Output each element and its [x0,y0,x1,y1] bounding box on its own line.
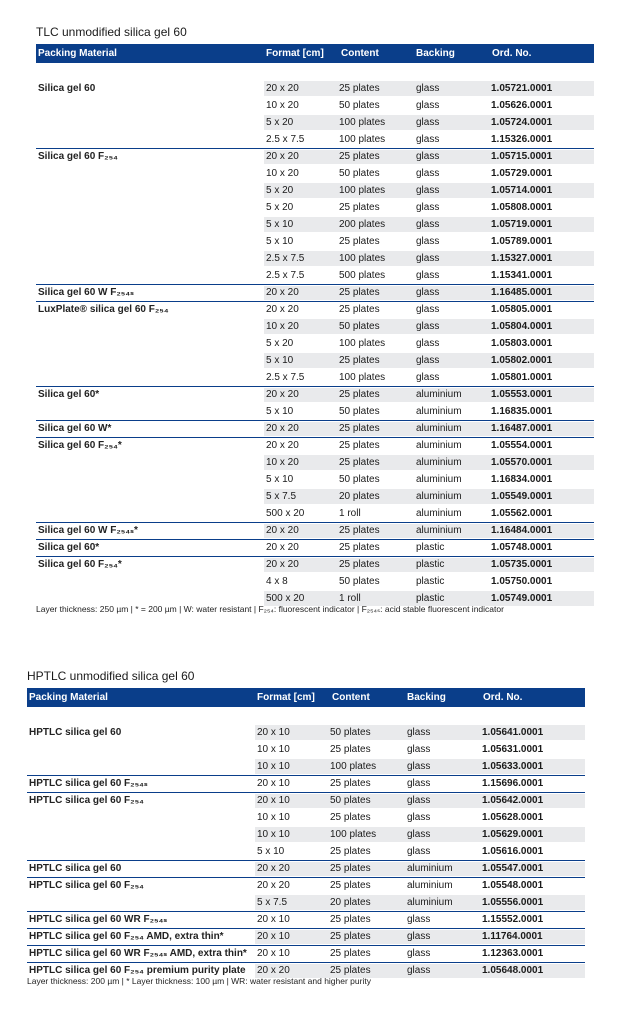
table-row [27,792,585,809]
table-row [36,522,594,539]
backing-cell: glass [416,270,440,281]
packing-material-cell: Silica gel 60 W F₂₅₄ₛ* [38,525,138,536]
content-cell: 200 plates [339,219,386,230]
table-row [36,97,594,114]
content-cell: 25 plates [330,846,371,857]
table-row [27,809,585,826]
content-cell: 25 plates [339,525,380,536]
order-number-cell: 1.15341.0001 [491,270,553,281]
header-packing-material: Packing Material [29,692,108,703]
table-header [36,44,594,63]
format-cell: 5 x 10 [266,219,294,230]
content-cell: 25 plates [339,440,380,451]
format-cell: 5 x 20 [266,202,294,213]
order-number-cell: 1.05553.0001 [491,389,553,400]
backing-cell: aluminium [416,423,462,434]
content-cell: 100 plates [339,338,386,349]
order-number-cell: 1.05642.0001 [482,795,544,806]
content-cell: 25 plates [330,914,371,925]
format-cell: 5 x 7.5 [257,897,288,908]
content-cell: 25 plates [330,744,371,755]
backing-cell: glass [416,287,440,298]
content-cell: 25 plates [339,236,380,247]
header-packing-material: Packing Material [38,48,117,59]
order-number-cell: 1.16834.0001 [491,474,553,485]
backing-cell: glass [416,304,440,315]
backing-cell: glass [416,168,440,179]
backing-cell: glass [416,253,440,264]
table-header [27,688,585,707]
backing-cell: glass [407,812,431,823]
format-cell: 10 x 20 [266,321,299,332]
format-cell: 5 x 7.5 [266,491,297,502]
table-row [27,758,585,775]
format-cell: 10 x 10 [257,812,290,823]
table-row [36,182,594,199]
backing-cell: glass [407,948,431,959]
content-cell: 50 plates [339,406,380,417]
order-number-cell: 1.05735.0001 [491,559,553,570]
order-number-cell: 1.05714.0001 [491,185,553,196]
tlc-table-body [36,72,594,607]
format-cell: 20 x 20 [266,83,299,94]
order-number-cell: 1.05641.0001 [482,727,544,738]
format-cell: 5 x 20 [266,117,294,128]
packing-material-cell: Silica gel 60 F₂₅₄* [38,559,122,570]
backing-cell: aluminium [416,389,462,400]
content-cell: 100 plates [339,253,386,264]
content-cell: 100 plates [339,117,386,128]
content-cell: 50 plates [339,100,380,111]
table-row [36,471,594,488]
format-cell: 2.5 x 7.5 [266,134,305,145]
content-cell: 50 plates [339,474,380,485]
content-cell: 50 plates [330,727,371,738]
table-row [36,352,594,369]
packing-material-cell: Silica gel 60 [38,83,96,94]
format-cell: 20 x 20 [266,287,299,298]
content-cell: 20 plates [339,491,380,502]
backing-cell: glass [416,219,440,230]
packing-material-cell: HPTLC silica gel 60 F₂₅₄ premium purity plate [29,965,246,976]
backing-cell: glass [407,829,431,840]
order-number-cell: 1.05808.0001 [491,202,553,213]
format-cell: 20 x 10 [257,778,290,789]
table-row [36,131,594,148]
backing-cell: glass [416,185,440,196]
packing-material-cell: HPTLC silica gel 60 WR F₂₅₄ₛ [29,914,168,925]
packing-material-cell: HPTLC silica gel 60 F₂₅₄ₛ [29,778,148,789]
content-cell: 25 plates [330,863,371,874]
backing-cell: aluminium [416,406,462,417]
order-number-cell: 1.05562.0001 [491,508,553,519]
content-cell: 500 plates [339,270,386,281]
table-row [27,894,585,911]
content-cell: 25 plates [339,83,380,94]
order-number-cell: 1.15552.0001 [482,914,544,925]
order-number-cell: 1.15696.0001 [482,778,544,789]
packing-material-cell: Silica gel 60 W F₂₅₄ₛ [38,287,134,298]
packing-material-cell: HPTLC silica gel 60 [29,863,122,874]
table-row [36,386,594,403]
format-cell: 20 x 20 [266,389,299,400]
backing-cell: glass [407,846,431,857]
format-cell: 5 x 10 [257,846,285,857]
hptlc-table-body [27,716,585,979]
backing-cell: glass [416,321,440,332]
backing-cell: glass [416,202,440,213]
order-number-cell: 1.05633.0001 [482,761,544,772]
packing-material-cell: HPTLC silica gel 60 WR F₂₅₄ₛ AMD, extra thin* [29,948,247,959]
backing-cell: plastic [416,593,445,604]
backing-cell: aluminium [416,491,462,502]
packing-material-cell: HPTLC silica gel 60 F₂₅₄ [29,880,144,891]
format-cell: 10 x 10 [257,744,290,755]
table-row [36,505,594,522]
order-number-cell: 1.15327.0001 [491,253,553,264]
table-row [27,860,585,877]
format-cell: 5 x 20 [266,338,294,349]
section-title: TLC unmodified silica gel 60 [36,25,187,39]
table-row [36,284,594,301]
backing-cell: aluminium [416,508,462,519]
backing-cell: glass [416,355,440,366]
content-cell: 100 plates [339,372,386,383]
format-cell: 20 x 10 [257,948,290,959]
backing-cell: plastic [416,576,445,587]
table-row [36,165,594,182]
footnote: Layer thickness: 200 µm | * Layer thickness: 100 µm | WR: water resistant and higher purity [27,976,371,986]
header-backing: Backing [416,48,455,59]
table-row [36,420,594,437]
order-number-cell: 1.05626.0001 [491,100,553,111]
backing-cell: aluminium [407,897,453,908]
order-number-cell: 1.05748.0001 [491,542,553,553]
backing-cell: glass [416,151,440,162]
backing-cell: aluminium [407,863,453,874]
table-row [36,437,594,454]
header-backing: Backing [407,692,446,703]
order-number-cell: 1.05549.0001 [491,491,553,502]
content-cell: 50 plates [339,321,380,332]
order-number-cell: 1.15326.0001 [491,134,553,145]
backing-cell: glass [416,117,440,128]
backing-cell: glass [407,914,431,925]
backing-cell: glass [407,931,431,942]
content-cell: 25 plates [339,389,380,400]
content-cell: 25 plates [330,965,371,976]
table-row [36,335,594,352]
table-row [36,216,594,233]
format-cell: 20 x 20 [266,304,299,315]
format-cell: 5 x 20 [266,185,294,196]
order-number-cell: 1.11764.0001 [482,931,543,942]
format-cell: 10 x 10 [257,761,290,772]
order-number-cell: 1.05548.0001 [482,880,544,891]
order-number-cell: 1.05724.0001 [491,117,553,128]
packing-material-cell: Silica gel 60* [38,542,100,553]
header-format: Format [cm] [266,48,324,59]
order-number-cell: 1.05805.0001 [491,304,553,315]
section-title: HPTLC unmodified silica gel 60 [27,669,195,683]
backing-cell: aluminium [416,525,462,536]
format-cell: 2.5 x 7.5 [266,372,305,383]
format-cell: 20 x 20 [266,525,299,536]
packing-material-cell: LuxPlate® silica gel 60 F₂₅₄ [38,304,169,315]
format-cell: 500 x 20 [266,593,305,604]
order-number-cell: 1.05803.0001 [491,338,553,349]
table-row [27,826,585,843]
table-row [27,843,585,860]
content-cell: 25 plates [339,457,380,468]
format-cell: 4 x 8 [266,576,288,587]
backing-cell: glass [407,965,431,976]
backing-cell: aluminium [416,474,462,485]
order-number-cell: 1.16484.0001 [491,525,553,536]
content-cell: 100 plates [339,134,386,145]
backing-cell: aluminium [407,880,453,891]
backing-cell: glass [407,778,431,789]
content-cell: 25 plates [339,542,380,553]
content-cell: 1 roll [339,508,361,519]
format-cell: 500 x 20 [266,508,305,519]
order-number-cell: 1.16485.0001 [491,287,553,298]
format-cell: 20 x 20 [257,880,290,891]
order-number-cell: 1.05715.0001 [491,151,553,162]
backing-cell: glass [416,236,440,247]
order-number-cell: 1.12363.0001 [482,948,544,959]
format-cell: 10 x 20 [266,100,299,111]
table-row [36,556,594,573]
table-row [36,148,594,165]
header-content: Content [341,48,379,59]
order-number-cell: 1.05628.0001 [482,812,544,823]
backing-cell: glass [416,372,440,383]
format-cell: 20 x 20 [257,965,290,976]
table-row [36,488,594,505]
order-number-cell: 1.05556.0001 [482,897,544,908]
packing-material-cell: Silica gel 60 F₂₅₄ [38,151,118,162]
format-cell: 2.5 x 7.5 [266,253,305,264]
order-number-cell: 1.05616.0001 [482,846,544,857]
content-cell: 25 plates [339,151,380,162]
content-cell: 20 plates [330,897,371,908]
backing-cell: plastic [416,542,445,553]
content-cell: 50 plates [339,576,380,587]
backing-cell: glass [407,761,431,772]
format-cell: 20 x 20 [257,863,290,874]
order-number-cell: 1.05801.0001 [491,372,553,383]
order-number-cell: 1.05554.0001 [491,440,553,451]
order-number-cell: 1.05802.0001 [491,355,553,366]
format-cell: 20 x 20 [266,151,299,162]
backing-cell: glass [416,83,440,94]
content-cell: 25 plates [330,812,371,823]
backing-cell: aluminium [416,457,462,468]
format-cell: 20 x 20 [266,440,299,451]
packing-material-cell: HPTLC silica gel 60 F₂₅₄ [29,795,144,806]
packing-material-cell: HPTLC silica gel 60 F₂₅₄ AMD, extra thin* [29,931,224,942]
content-cell: 25 plates [339,287,380,298]
format-cell: 20 x 20 [266,542,299,553]
content-cell: 25 plates [339,423,380,434]
content-cell: 25 plates [339,202,380,213]
order-number-cell: 1.05648.0001 [482,965,544,976]
format-cell: 20 x 20 [266,559,299,570]
table-row [36,80,594,97]
order-number-cell: 1.05721.0001 [491,83,553,94]
format-cell: 2.5 x 7.5 [266,270,305,281]
order-number-cell: 1.16835.0001 [491,406,553,417]
order-number-cell: 1.05789.0001 [491,236,553,247]
backing-cell: glass [416,338,440,349]
format-cell: 20 x 20 [266,423,299,434]
table-row [27,741,585,758]
backing-cell: glass [407,727,431,738]
table-row [36,403,594,420]
backing-cell: glass [416,100,440,111]
table-row [27,945,585,962]
table-row [27,877,585,894]
content-cell: 25 plates [330,931,371,942]
content-cell: 50 plates [339,168,380,179]
order-number-cell: 1.05570.0001 [491,457,553,468]
content-cell: 25 plates [330,948,371,959]
format-cell: 20 x 10 [257,914,290,925]
packing-material-cell: Silica gel 60 F₂₅₄* [38,440,122,451]
content-cell: 25 plates [339,559,380,570]
table-row [36,114,594,131]
format-cell: 20 x 10 [257,795,290,806]
table-row [27,911,585,928]
content-cell: 25 plates [330,778,371,789]
backing-cell: glass [407,744,431,755]
content-cell: 1 roll [339,593,361,604]
header-content: Content [332,692,370,703]
table-row [36,233,594,250]
packing-material-cell: Silica gel 60* [38,389,100,400]
content-cell: 25 plates [339,355,380,366]
content-cell: 25 plates [330,880,371,891]
table-row [36,301,594,318]
format-cell: 10 x 20 [266,457,299,468]
format-cell: 5 x 10 [266,236,294,247]
format-cell: 10 x 20 [266,168,299,179]
order-number-cell: 1.16487.0001 [491,423,553,434]
format-cell: 5 x 10 [266,355,294,366]
order-number-cell: 1.05719.0001 [491,219,553,230]
table-row [36,267,594,284]
backing-cell: aluminium [416,440,462,451]
content-cell: 100 plates [339,185,386,196]
table-row [36,573,594,590]
table-row [27,775,585,792]
order-number-cell: 1.05804.0001 [491,321,553,332]
backing-cell: glass [416,134,440,145]
content-cell: 100 plates [330,761,377,772]
table-row [27,724,585,741]
packing-material-cell: Silica gel 60 W* [38,423,112,434]
backing-cell: plastic [416,559,445,570]
table-row [27,928,585,945]
header-ord-no: Ord. No. [492,48,532,59]
table-row [36,199,594,216]
order-number-cell: 1.05631.0001 [482,744,544,755]
footnote: Layer thickness: 250 µm | * = 200 µm | W: water resistant | F₂₅₄: fluorescent indicator | F₂₅₄ₛ: acid stable fluorescent indicator [36,604,504,614]
table-row [36,318,594,335]
header-ord-no: Ord. No. [483,692,523,703]
order-number-cell: 1.05629.0001 [482,829,544,840]
format-cell: 5 x 10 [266,406,294,417]
backing-cell: glass [407,795,431,806]
content-cell: 25 plates [339,304,380,315]
order-number-cell: 1.05729.0001 [491,168,553,179]
format-cell: 5 x 10 [266,474,294,485]
order-number-cell: 1.05749.0001 [491,593,553,604]
packing-material-cell: HPTLC silica gel 60 [29,727,122,738]
content-cell: 50 plates [330,795,371,806]
order-number-cell: 1.05547.0001 [482,863,544,874]
format-cell: 20 x 10 [257,931,290,942]
table-row [36,250,594,267]
table-row [36,539,594,556]
table-row [36,454,594,471]
format-cell: 10 x 10 [257,829,290,840]
format-cell: 20 x 10 [257,727,290,738]
order-number-cell: 1.05750.0001 [491,576,553,587]
content-cell: 100 plates [330,829,377,840]
table-row [36,369,594,386]
header-format: Format [cm] [257,692,315,703]
